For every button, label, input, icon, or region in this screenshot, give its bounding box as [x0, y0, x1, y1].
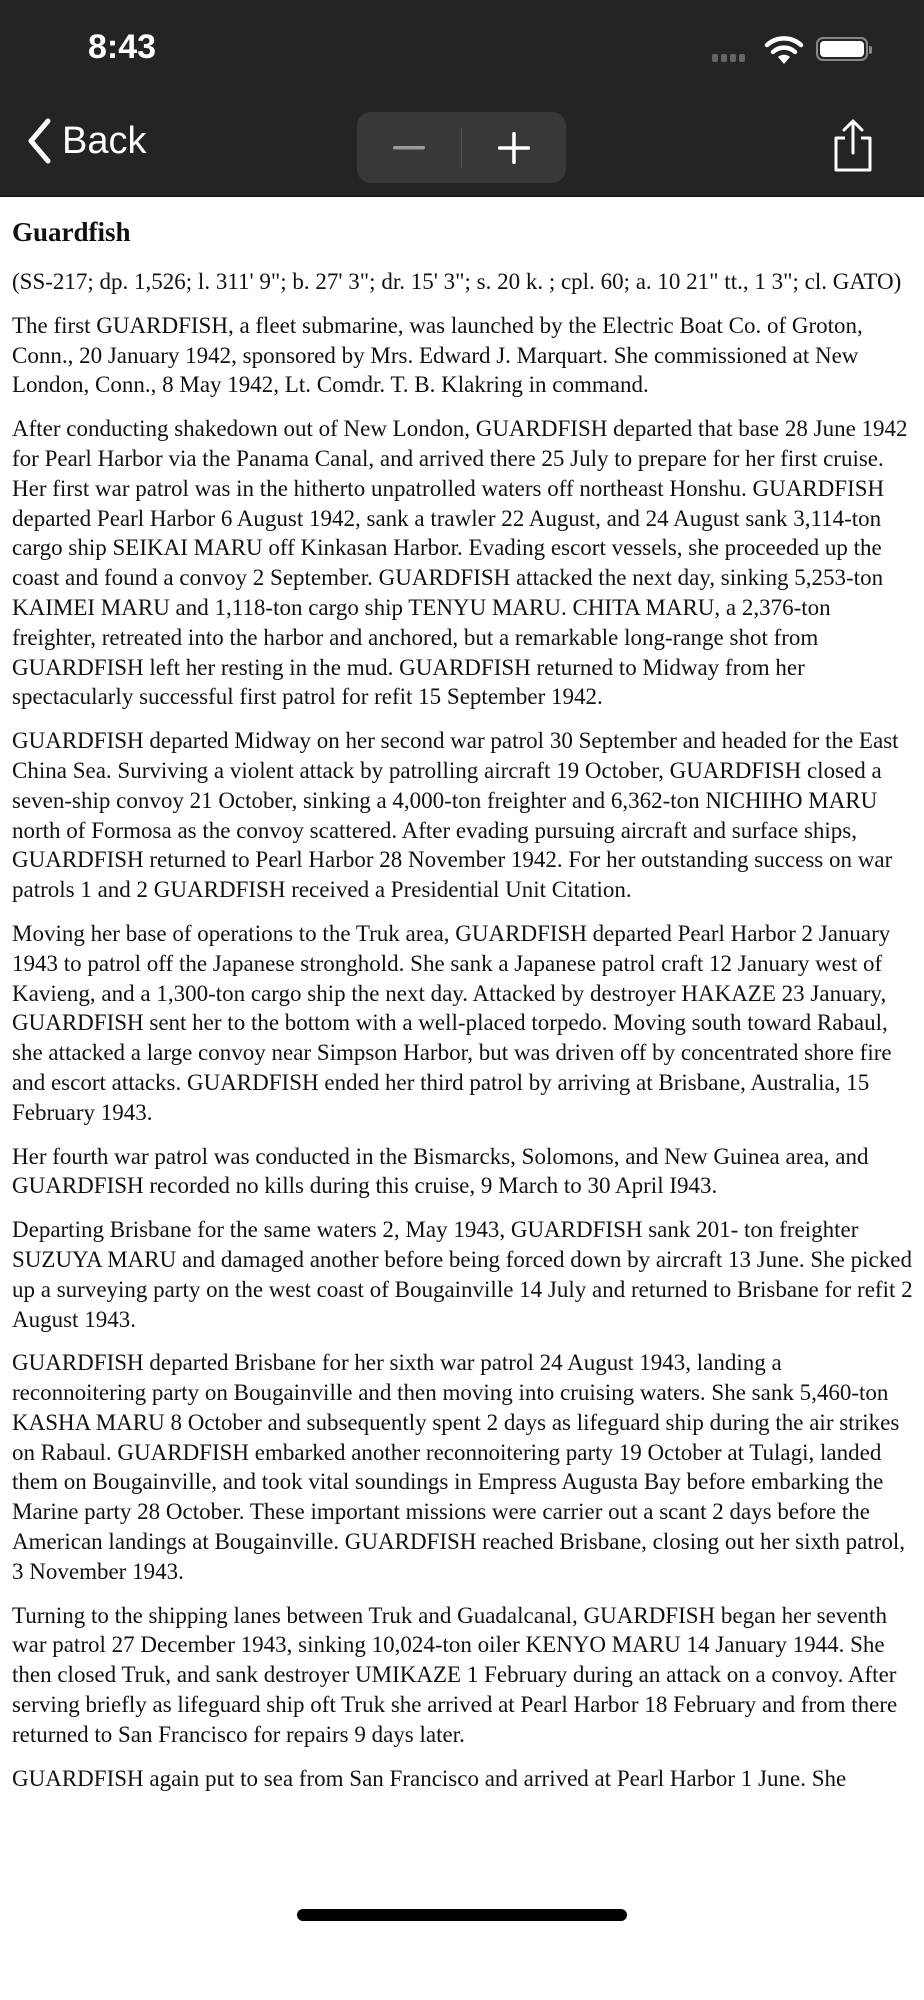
article-paragraph: Her fourth war patrol was conducted in the Bismarcks, Solomons, and New Guinea area, and GUARDFISH recorded no kills during this cruise, 9 March to 30 April I943.: [12, 1143, 869, 1199]
back-button[interactable]: [26, 118, 146, 164]
article-paragraph: The first GUARDFISH, a fleet submarine, was launched by the Electric Boat Co. of Groton, Conn., 20 January 1942, sponsored by Mrs. Edward J. Marquart. She commissioned at New London, Conn., 8 May 1942, Lt. Comdr. T. B. Klakring in command.: [12, 312, 863, 398]
article-paragraph: (SS-217; dp. 1,526; l. 311' 9"; b. 27' 3"; dr. 15' 3"; s. 20 k. ; cpl. 60; a. 10 21" tt., 1 3"; cl. GATO): [12, 269, 902, 294]
plus-icon: [498, 132, 530, 164]
home-indicator[interactable]: [297, 1909, 627, 1921]
top-bar: [0, 0, 924, 197]
article-paragraph: GUARDFISH departed Brisbane for her sixth war patrol 24 August 1943, landing a reconnoitering party on Bougainville and then moving into cruising waters. She sank 5,460-ton KASHA MARU 8 October and subsequently spent 2 days as lifeguard ship during the air strikes on Rabaul. GUARDFISH embarked another reconnoitering party 19 October at Tulagi, landed them on Bougainville, and took vital soundings in Empress Augusta Bay before embarking the Marine party 28 October. These important missions were carrier out a scant 2 days before the American landings at Bougainville. GUARDFISH reached Brisbane, closing out her sixth patrol, 3 November 1943.: [12, 1350, 905, 1584]
article-paragraph: GUARDFISH departed Midway on her second war patrol 30 September and headed for the East China Sea. Surviving a violent attack by patrolling aircraft 19 October, GUARDFISH closed a seven-ship convoy 21 October, sinking a 4,000-ton freighter and 6,362-ton NICHIHO MARU north of Formosa as the convoy scattered. After evading pursuing aircraft and surface ships, GUARDFISH returned to Pearl Harbor 28 November 1942. For her outstanding success on war patrols 1 and 2 GUARDFISH received a Presidential Unit Citation.: [12, 728, 899, 903]
article-paragraph: Turning to the shipping lanes between Truk and Guadalcanal, GUARDFISH began her seventh war patrol 27 December 1943, sinking 10,024-ton oiler KENYO MARU 14 January 1944. She then closed Truk, and sank destroyer UMIKAZE 1 February during an attack on a convoy. After serving briefly as lifeguard ship oft Truk she arrived at Pearl Harbor 18 February and from there returned to San Francisco for repairs 9 days later.: [12, 1602, 898, 1747]
wifi-icon: [764, 36, 804, 66]
article-paragraph: Moving her base of operations to the Truk area, GUARDFISH departed Pearl Harbor 2 January 1943 to patrol off the Japanese stronghold. She sank a Japanese patrol craft 12 January west of Kavieng, and a 1,300-ton cargo ship the next day. Attacked by destroyer HAKAZE 23 January, GUARDFISH sent her to the bottom with a well-placed torpedo. Moving south toward Rabaul, she attacked a large convoy near Simpson Harbor, but was driven off by concentrated shore fire and escort attacks. GUARDFISH ended her third patrol by arriving at Brisbane, Australia, 15 February 1943.: [12, 920, 892, 1125]
decrease-font-button[interactable]: [357, 112, 461, 183]
cellular-signal-icon: [712, 54, 745, 62]
back-label: Back: [62, 119, 147, 162]
article-title: Guardfish: [12, 217, 131, 247]
chevron-left-icon: [26, 118, 52, 164]
share-icon[interactable]: [830, 118, 876, 174]
article-paragraph: After conducting shakedown out of New London, GUARDFISH departed that base 28 June 1942 for Pearl Harbor via the Panama Canal, and arrived there 25 July to prepare for her first cruise. Her first war patrol was in the hitherto unpatrolled waters off northeast Honshu. GUARDFISH departed Pearl Harbor 6 August 1942, sank a trawler 22 August, and 24 August sank 3,114-ton cargo ship SEIKAI MARU off Kinkasan Harbor. Evading escort vessels, she proceeded up the coast and found a convoy 2 September. GUARDFISH attacked the next day, sinking 5,253-ton KAIMEI MARU and 1,118-ton cargo ship TENYU MARU. CHITA MARU, a 2,376-ton freighter, retreated into the harbor and anchored, but a remarkable long-range shot from GUARDFISH left her resting in the mud. GUARDFISH returned to Midway from her spectacularly successful first patrol for refit 15 September 1942.: [12, 416, 908, 710]
status-time: 8:43: [88, 28, 157, 66]
minus-icon: [393, 145, 425, 151]
battery-icon: [816, 37, 868, 61]
increase-font-button[interactable]: [462, 112, 566, 183]
article-paragraph: Departing Brisbane for the same waters 2, May 1943, GUARDFISH sank 201- ton freighter SUZUYA MARU and damaged another before being forced down by aircraft 13 June. She picked up a surveying party on the west coast of Bougainville 14 July and returned to Brisbane for refit 2 August 1943.: [12, 1217, 913, 1332]
font-size-stepper: [357, 112, 566, 183]
article-paragraph: GUARDFISH again put to sea from San Francisco and arrived at Pearl Harbor 1 June. She: [12, 1765, 847, 1791]
article: [12, 214, 914, 1807]
